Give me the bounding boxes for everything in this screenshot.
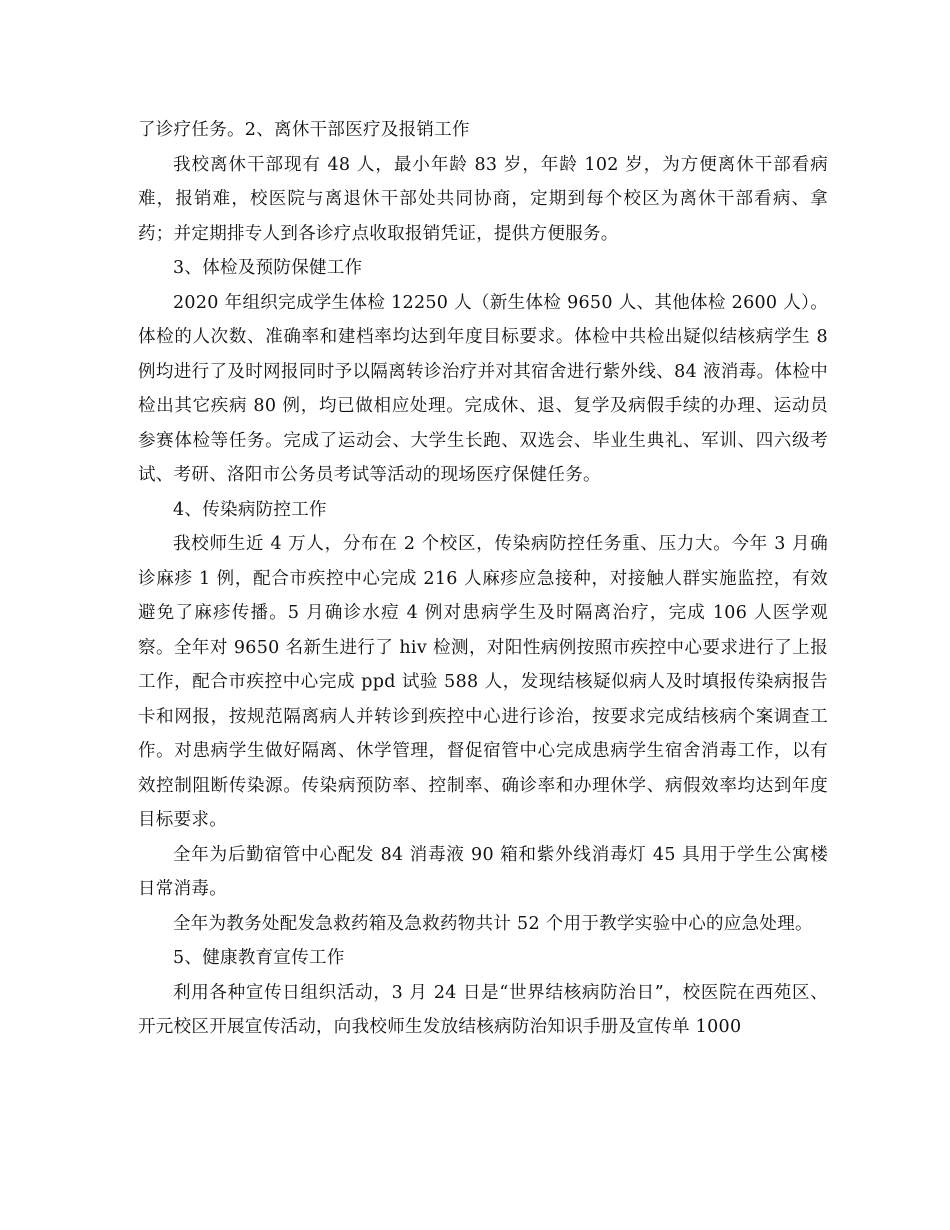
paragraph-infectious-disease: 我校师生近 4 万人，分布在 2 个校区，传染病防控任务重、压力大。今年 3 月确诊麻疹 1 例，配合市疾控中心完成 216 人麻疹应急接种，对接触人群实施监控，有效避免了麻疹传播。5 月确诊水痘 4 例对患病学生及时隔离治疗，完成 106 人医学观察。全年对 9650 名新生进行了 hiv 检测，对阳性病例按照市疾控中心要求进行了上报工作，配合市疾控中心完成 ppd 试验 588 人，发现结核疑似病人及时填报传染病报告卡和网报，按规范隔离病人并转诊到疾控中心进行诊治，按要求完成结核病个案调查工作。对患病学生做好隔离、休学管理，督促宿管中心完成患病学生宿舍消毒工作，以有效控制阻断传染源。传染病预防率、控制率、确诊率和办理休学、病假效率均达到年度目标要求。 bbox=[138, 534, 828, 830]
section-heading-infectious-disease: 4、传染病防控工作 bbox=[173, 499, 327, 520]
paragraph-physical-exam: 2020 年组织完成学生体检 12250 人（新生体检 9650 人、其他体检 2600 人）。体检的人次数、准确率和建档率均达到年度目标要求。体检中共检出疑似结核病学生 8 例均进行了及时网报同时予以隔离转诊治疗并对其宿舍进行紫外线、84 液消毒。体检中检出其它疾病 80 例，均已做相应处理。完成休、退、复学及病假手续的办理、运动员参赛体检等任务。完成了运动会、大学生长跑、双选会、毕业生典礼、军训、四六级考试、考研、洛阳市公务员考试等活动的现场医疗保健任务。 bbox=[138, 292, 828, 485]
section-heading-health-education: 5、健康教育宣传工作 bbox=[173, 948, 345, 968]
paragraph-continued: 了诊疗任务。2、离休干部医疗及报销工作 bbox=[138, 120, 470, 140]
section-heading-physical-exam: 3、体检及预防保健工作 bbox=[173, 258, 363, 278]
paragraph-retired-cadres: 我校离休干部现有 48 人，最小年龄 83 岁，年龄 102 岁，为方便离休干部看病难，报销难，校医院与离退休干部处共同协商，定期到每个校区为离休干部看病、拿药；并定期排专人到各诊疗点收取报销凭证，提供方便服务。 bbox=[138, 154, 828, 244]
paragraph-disinfectant-supply: 全年为后勤宿管中心配发 84 消毒液 90 箱和紫外线消毒灯 45 具用于学生公寓楼日常消毒。 bbox=[138, 844, 828, 899]
paragraph-first-aid-kits: 全年为教务处配发急救药箱及急救药物共计 52 个用于教学实验中心的应急处理。 bbox=[173, 913, 813, 934]
paragraph-health-education: 利用各种宣传日组织活动，3 月 24 日是“世界结核病防治日”，校医院在西苑区、开元校区开展宣传活动，向我校师生发放结核病防治知识手册及宣传单 1000 bbox=[138, 982, 828, 1037]
document-body bbox=[138, 113, 828, 1045]
